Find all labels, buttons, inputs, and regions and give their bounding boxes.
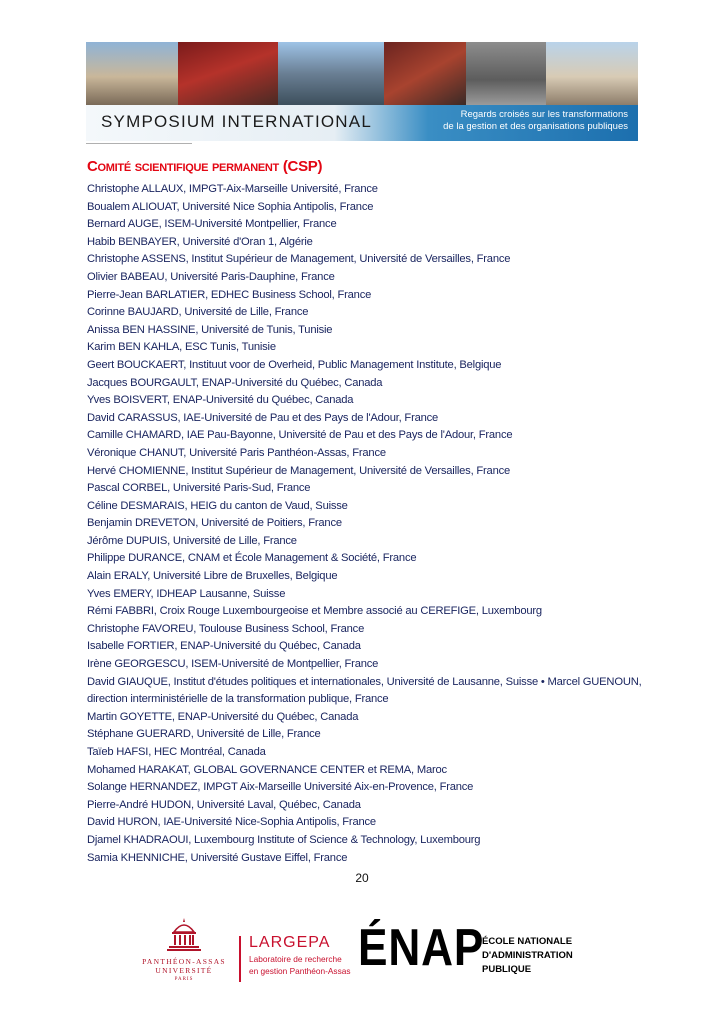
pantheon-assas-logo [139,916,229,988]
list-item: David GIAUQUE, Institut d'études politiques et internationales, Université de Lausanne, Suisse • Marcel GUENOUN, [87,675,642,688]
list-item: Stéphane GUERARD, Université de Lille, France [87,728,321,741]
list-item: Hervé CHOMIENNE, Institut Supérieur de Management, Université de Versailles, France [87,464,511,477]
list-item: direction interministérielle de la transformation publique, France [87,693,389,706]
list-item: Taïeb HAFSI, HEC Montréal, Canada [87,746,266,758]
section-title: Comité scientifique permanent (CSP) [87,158,323,175]
ua-name-line3: PARIS [174,977,194,982]
list-item: Christophe FAVOREU, Toulouse Business School, France [87,622,365,635]
enap-logo: ÉNAP [358,919,485,977]
list-item: Corinne BAUJARD, Université de Lille, France [87,306,309,319]
banner-photo-rooftops [546,42,638,105]
banner-subtitle-line2: de la gestion et des organisations publiques [443,121,628,132]
list-item: Pierre-Jean BARLATIER, EDHEC Business School, France [87,288,372,301]
list-item: Geert BOUCKAERT, Instituut voor de Overheid, Public Management Institute, Belgique [87,358,502,371]
largepa-logo [249,934,350,976]
page-number: 20 [355,871,369,885]
list-item: Anissa BEN HASSINE, Université de Tunis, Tunisie [87,323,333,336]
list-item: Yves BOISVERT, ENAP-Université du Québec, Canada [87,394,354,407]
banner-photo-amphitheater [178,42,278,105]
banner-subtitle [443,109,628,133]
list-item: Boualem ALIOUAT, Université Nice Sophia Antipolis, France [87,200,374,213]
list-item: Christophe ALLAUX, IMPGT-Aix-Marseille Université, France [87,183,378,195]
enap-line3: PUBLIQUE [482,964,532,975]
banner-title: SYMPOSIUM INTERNATIONAL [101,112,372,131]
list-item: Jacques BOURGAULT, ENAP-Université du Québec, Canada [87,376,383,389]
symposium-banner [86,42,638,141]
list-item: Pierre-André HUDON, Université Laval, Québec, Canada [87,798,361,811]
list-item: Habib BENBAYER, Université d'Oran 1, Algérie [87,235,313,248]
banner-photo-hall [384,42,466,105]
list-item: Philippe DURANCE, CNAM et École Management & Société, France [87,552,417,565]
enap-fullname [482,935,573,977]
banner-underline [86,143,192,144]
list-item: Yves EMERY, IDHEAP Lausanne, Suisse [87,587,286,600]
ua-name-line2: UNIVERSITÉ [155,966,213,975]
logo-divider [239,936,241,982]
largepa-line1: Laboratoire de recherche [249,954,342,964]
largepa-line2: en gestion Panthéon-Assas [249,966,351,976]
enap-line2: D'ADMINISTRATION [482,950,573,961]
banner-subtitle-line1: Regards croisés sur les transformations [460,109,628,120]
list-item: Alain ERALY, Université Libre de Bruxelles, Belgique [87,570,338,583]
banner-photo-office [466,42,546,105]
list-item: Rémi FABBRI, Croix Rouge Luxembourgeoise et Membre associé au CEREFIGE, Luxembourg [87,605,542,618]
largepa-title: LARGEPA [249,934,331,951]
list-item: Samia KHENNICHE, Université Gustave Eiffel, France [87,851,348,864]
list-item: Bernard AUGE, ISEM-Université Montpellier, France [87,218,337,231]
list-item: Isabelle FORTIER, ENAP-Université du Québec, Canada [87,640,361,653]
list-item: Véronique CHANUT, Université Paris Panthéon-Assas, France [87,446,386,459]
list-item: Irène GEORGESCU, ISEM-Université de Montpellier, France [87,658,379,671]
banner-photo-collage [86,42,638,105]
list-item: Martin GOYETTE, ENAP-Université du Québec, Canada [87,710,359,723]
list-item: Christophe ASSENS, Institut Supérieur de Management, Université de Versailles, France [87,253,511,266]
list-item: Camille CHAMARD, IAE Pau-Bayonne, Université de Pau et des Pays de l'Adour, France [87,429,513,442]
list-item: Karim BEN KAHLA, ESC Tunis, Tunisie [87,341,276,354]
list-item: Mohamed HARAKAT, GLOBAL GOVERNANCE CENTER et REMA, Maroc [87,763,447,776]
list-item: Olivier BABEAU, Université Paris-Dauphine, France [87,270,335,283]
banner-photo-skyline [278,42,384,105]
member-list [87,181,647,867]
list-item: Benjamin DREVETON, Université de Poitiers, France [87,517,342,530]
pantheon-dome-icon [164,916,204,952]
list-item: David CARASSUS, IAE-Université de Pau et des Pays de l'Adour, France [87,411,439,424]
ua-name-line1: PANTHÉON-ASSAS [142,957,226,966]
list-item: Solange HERNANDEZ, IMPGT Aix-Marseille Université Aix-en-Provence, France [87,781,474,794]
list-item: Djamel KHADRAOUI, Luxembourg Institute of Science & Technology, Luxembourg [87,833,481,846]
list-item: David HURON, IAE-Université Nice-Sophia Antipolis, France [87,816,376,829]
enap-line1: ÉCOLE NATIONALE [482,936,573,947]
footer-logos [0,910,724,1000]
list-item: Pascal CORBEL, Université Paris-Sud, France [87,482,311,495]
list-item: Jérôme DUPUIS, Université de Lille, France [87,534,297,547]
banner-photo-building [86,42,178,105]
banner-title-strip [86,105,638,141]
list-item: Céline DESMARAIS, HEIG du canton de Vaud, Suisse [87,499,348,512]
